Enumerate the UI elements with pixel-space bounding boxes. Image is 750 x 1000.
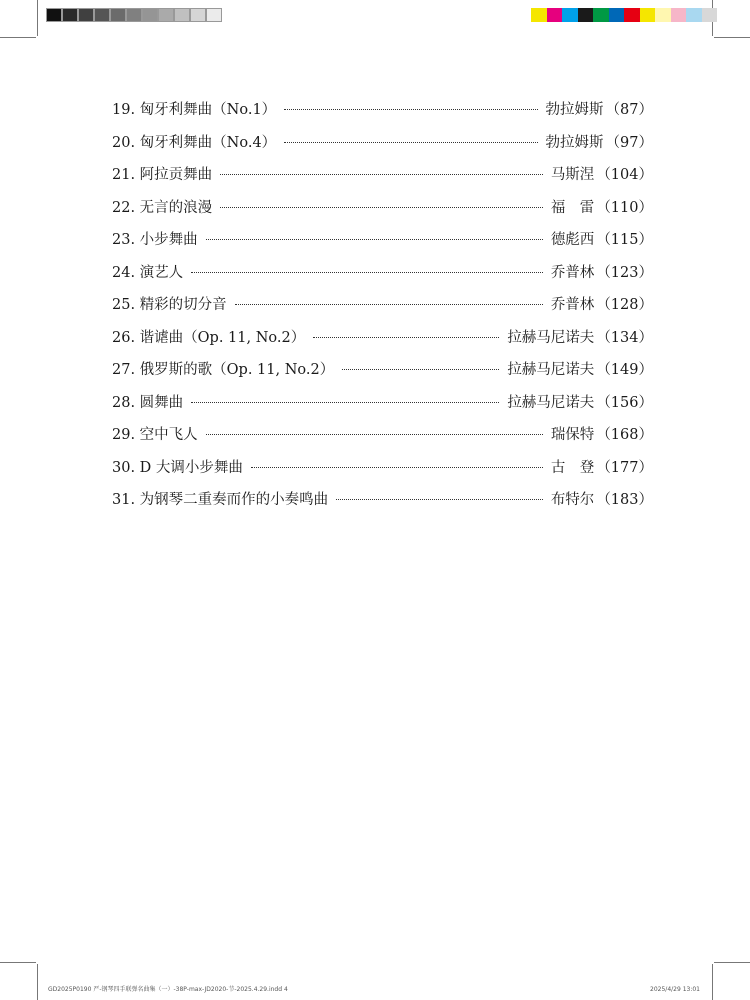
toc-entry-composer: 乔普林 xyxy=(550,264,595,281)
toc-entry-title: 19. 匈牙利舞曲（No.1） xyxy=(112,102,277,118)
grayscale-swatch xyxy=(142,8,158,22)
toc-entry-title: 26. 谐谑曲（Op. 11, No.2） xyxy=(112,329,306,346)
footer-timestamp: 2025/4/29 13:01 xyxy=(650,986,700,993)
crop-mark-bottom-right-v xyxy=(712,964,713,1000)
toc-entry-composer: 拉赫马尼诺夫 xyxy=(507,362,595,378)
color-swatch xyxy=(562,8,578,22)
grayscale-swatch xyxy=(78,8,94,22)
toc-entry xyxy=(112,456,653,489)
toc-entry-page: （87） xyxy=(605,102,653,118)
toc-entry-composer: 马斯涅 xyxy=(550,167,595,183)
toc-entry-title: 25. 精彩的切分音 xyxy=(112,297,227,313)
toc-dot-leader xyxy=(342,369,499,370)
toc-entry-title: 27. 俄罗斯的歌（Op. 11, No.2） xyxy=(112,362,335,378)
toc-entry xyxy=(112,358,653,391)
toc-entry-composer: 拉赫马尼诺夫 xyxy=(507,329,595,346)
toc-entry-title: 20. 匈牙利舞曲（No.4） xyxy=(112,134,277,151)
color-swatch xyxy=(547,8,563,22)
toc-dot-leader xyxy=(336,499,543,500)
toc-entry xyxy=(112,326,653,359)
toc-entry-page: （104） xyxy=(596,167,653,183)
crop-mark-bottom-left-h xyxy=(0,962,36,963)
toc-entry-page: （168） xyxy=(596,427,653,443)
crop-mark-top-left-v xyxy=(37,0,38,36)
color-swatch xyxy=(686,8,702,22)
toc-entry xyxy=(112,261,653,294)
toc-entry-composer: 布特尔 xyxy=(550,492,595,508)
toc-entry-page: （177） xyxy=(596,459,653,476)
table-of-contents xyxy=(112,98,653,521)
toc-entry-composer: 勃拉姆斯 xyxy=(545,134,604,151)
crop-mark-bottom-right-h xyxy=(714,962,750,963)
toc-entry-composer: 古 登 xyxy=(550,459,595,476)
toc-entry xyxy=(112,228,653,261)
color-swatch xyxy=(671,8,687,22)
color-swatch xyxy=(640,8,656,22)
toc-dot-leader xyxy=(191,402,499,403)
toc-dot-leader xyxy=(191,272,543,273)
crop-mark-top-right-h xyxy=(714,37,750,38)
toc-entry xyxy=(112,423,653,456)
toc-entry-composer: 福 雷 xyxy=(550,199,595,216)
toc-entry-page: （149） xyxy=(596,362,653,378)
toc-entry-title: 30. D 大调小步舞曲 xyxy=(112,459,243,476)
color-swatch xyxy=(702,8,718,22)
grayscale-swatch xyxy=(174,8,190,22)
crop-mark-top-left-h xyxy=(0,37,36,38)
toc-entry-title: 21. 阿拉贡舞曲 xyxy=(112,167,213,183)
toc-dot-leader xyxy=(313,337,499,338)
toc-dot-leader xyxy=(284,109,537,110)
toc-entry-page: （97） xyxy=(605,134,653,151)
toc-entry-composer: 拉赫马尼诺夫 xyxy=(507,394,595,411)
toc-entry-title: 28. 圆舞曲 xyxy=(112,394,184,411)
toc-entry-composer: 德彪西 xyxy=(550,232,595,248)
color-swatch xyxy=(624,8,640,22)
toc-entry-page: （134） xyxy=(596,329,653,346)
toc-dot-leader xyxy=(284,142,537,143)
color-swatch xyxy=(609,8,625,22)
footer-file-info: GD2025P0190 严-钢琴四手联弹名曲集（一）-38P-max-JD2020-节-2025.4.29.indd 4 xyxy=(48,986,288,993)
toc-entry-composer: 勃拉姆斯 xyxy=(545,102,604,118)
toc-dot-leader xyxy=(206,239,543,240)
grayscale-swatch xyxy=(126,8,142,22)
grayscale-calibration-bar xyxy=(46,8,222,22)
toc-entry-title: 31. 为钢琴二重奏而作的小奏鸣曲 xyxy=(112,492,329,508)
grayscale-swatch xyxy=(62,8,78,22)
toc-dot-leader xyxy=(220,174,543,175)
toc-entry xyxy=(112,293,653,326)
toc-entry-composer: 乔普林 xyxy=(550,297,595,313)
toc-dot-leader xyxy=(235,304,543,305)
toc-entry xyxy=(112,488,653,521)
grayscale-swatch xyxy=(46,8,62,22)
toc-entry-title: 23. 小步舞曲 xyxy=(112,232,198,248)
toc-entry-page: （156） xyxy=(596,394,653,411)
color-swatch xyxy=(655,8,671,22)
toc-entry xyxy=(112,98,653,131)
grayscale-swatch xyxy=(94,8,110,22)
toc-dot-leader xyxy=(251,467,543,468)
toc-entry-page: （183） xyxy=(596,492,653,508)
toc-entry-title: 22. 无言的浪漫 xyxy=(112,199,213,216)
grayscale-swatch xyxy=(110,8,126,22)
toc-entry-page: （110） xyxy=(596,199,653,216)
toc-entry-composer: 瑞保特 xyxy=(550,427,595,443)
color-calibration-bar xyxy=(531,8,717,22)
toc-entry-title: 29. 空中飞人 xyxy=(112,427,198,443)
grayscale-swatch xyxy=(190,8,206,22)
toc-dot-leader xyxy=(206,434,543,435)
toc-entry xyxy=(112,163,653,196)
toc-entry xyxy=(112,196,653,229)
toc-entry-page: （128） xyxy=(596,297,653,313)
color-swatch xyxy=(578,8,594,22)
grayscale-swatch xyxy=(206,8,222,22)
toc-entry xyxy=(112,391,653,424)
toc-entry-page: （123） xyxy=(596,264,653,281)
grayscale-swatch xyxy=(158,8,174,22)
toc-entry-page: （115） xyxy=(596,232,653,248)
toc-entry xyxy=(112,131,653,164)
toc-dot-leader xyxy=(220,207,543,208)
toc-entry-title: 24. 演艺人 xyxy=(112,264,184,281)
crop-mark-bottom-left-v xyxy=(37,964,38,1000)
color-swatch xyxy=(531,8,547,22)
color-swatch xyxy=(593,8,609,22)
